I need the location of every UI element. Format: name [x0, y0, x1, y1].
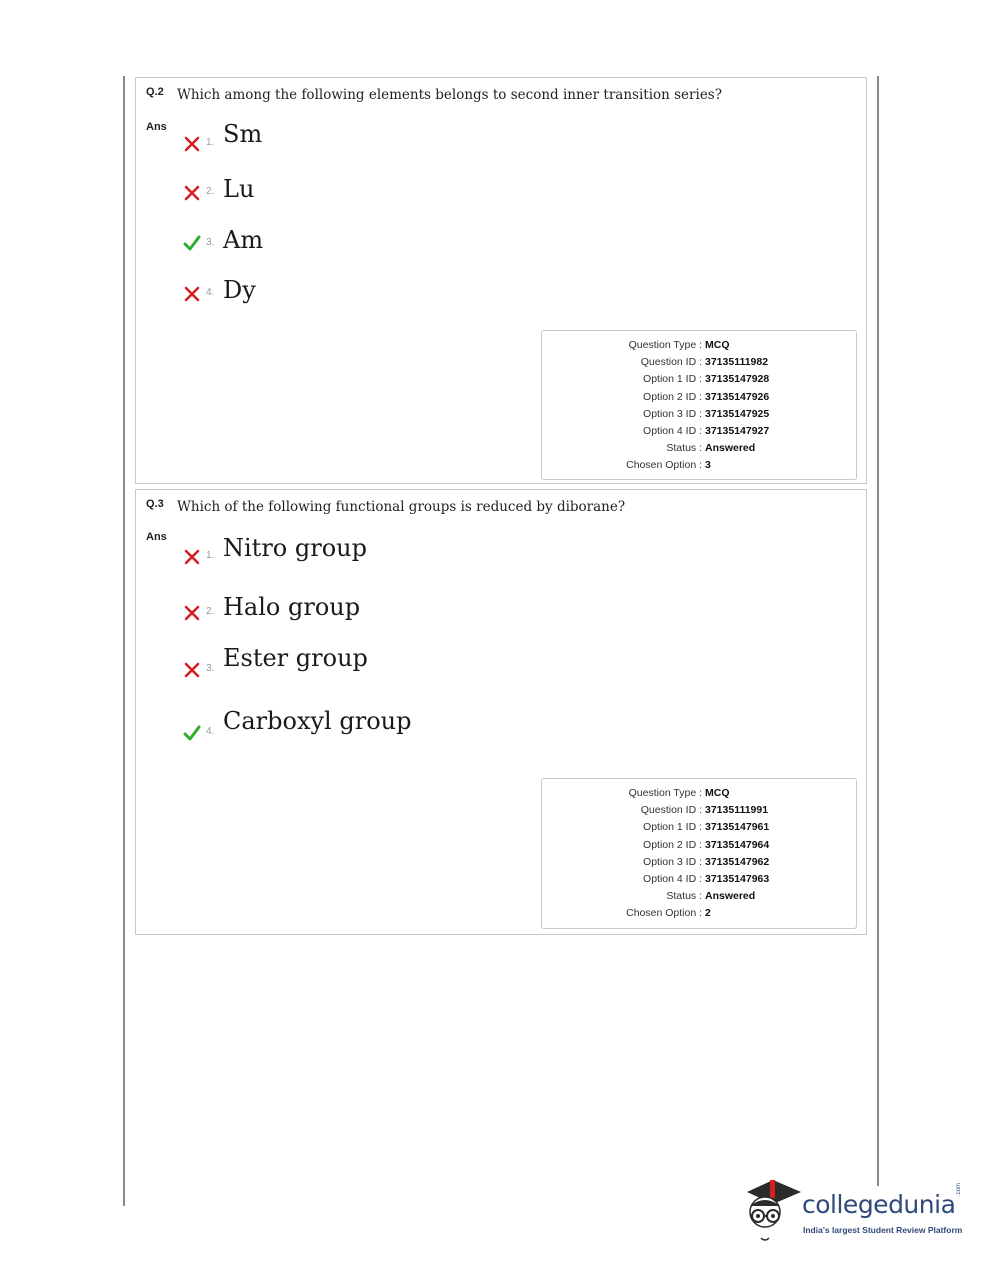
option-number: 3. — [206, 663, 215, 674]
cross-icon — [183, 661, 201, 679]
question-info-box — [541, 330, 857, 480]
question-id-value: 37135111991 — [705, 804, 769, 817]
option-text: Lu — [223, 175, 255, 203]
option-text: Nitro group — [223, 534, 367, 562]
option-2-id-value: 37135147926 — [705, 390, 770, 403]
question-block-q2 — [135, 77, 867, 484]
question-id-value: 37135111982 — [705, 356, 769, 369]
option-text: Carboxyl group — [223, 707, 412, 735]
question-text: Which of the following functional groups is reduced by diborane? — [177, 499, 626, 515]
option-number: 1. — [206, 550, 215, 561]
info-label: Question Type : — [628, 787, 702, 799]
option-4-id-value: 37135147927 — [705, 424, 770, 437]
option-number: 1. — [206, 137, 215, 148]
info-label: Option 3 ID : — [643, 855, 702, 868]
option-text: Am — [223, 226, 264, 254]
option-text: Dy — [223, 276, 256, 304]
option-4-id-value: 37135147963 — [705, 872, 770, 885]
check-icon — [183, 234, 201, 252]
check-icon — [183, 724, 201, 742]
info-label: Question Type : — [628, 339, 702, 351]
info-label: Option 4 ID : — [643, 872, 702, 885]
brand-tagline: India's largest Student Review Platform — [803, 1225, 963, 1235]
chosen-option-value: 3 — [705, 459, 711, 472]
answer-label: Ans — [146, 121, 167, 133]
info-label: Option 2 ID : — [643, 390, 702, 403]
brand-dotcom: .com — [956, 1182, 962, 1196]
option-1-id-value: 37135147928 — [705, 373, 770, 386]
info-label: Question ID : — [640, 804, 702, 817]
mascot-icon — [743, 1176, 803, 1246]
info-label: Chosen Option : — [626, 907, 702, 920]
info-label: Option 2 ID : — [643, 838, 702, 851]
question-block-q3 — [135, 489, 867, 935]
option-number: 4. — [206, 287, 215, 298]
status-value: Answered — [705, 442, 756, 455]
brand-name: collegedunia — [802, 1190, 956, 1219]
info-label: Option 1 ID : — [643, 373, 702, 386]
answer-label: Ans — [146, 531, 167, 543]
question-info-box — [541, 778, 857, 929]
option-text: Ester group — [223, 644, 368, 672]
question-number: Q.2 — [146, 86, 164, 98]
option-3-id-value: 37135147925 — [705, 407, 770, 420]
info-label: Question ID : — [640, 356, 702, 369]
collegedunia-logo — [743, 1176, 973, 1246]
option-text: Halo group — [223, 593, 361, 621]
cross-icon — [183, 135, 201, 153]
cross-icon — [183, 184, 201, 202]
info-label: Option 1 ID : — [643, 821, 702, 834]
page-frame-right — [877, 76, 879, 1186]
option-1-id-value: 37135147961 — [705, 821, 770, 834]
option-number: 2. — [206, 186, 215, 197]
info-label: Option 4 ID : — [643, 424, 702, 437]
question-type-value: MCQ — [705, 787, 730, 799]
info-label: Chosen Option : — [626, 459, 702, 472]
option-3-id-value: 37135147962 — [705, 855, 770, 868]
question-text: Which among the following elements belongs to second inner transition series? — [177, 87, 722, 103]
cross-icon — [183, 285, 201, 303]
info-label: Option 3 ID : — [643, 407, 702, 420]
chosen-option-value: 2 — [705, 907, 711, 920]
option-text: Sm — [223, 120, 263, 148]
option-2-id-value: 37135147964 — [705, 838, 770, 851]
info-label: Status : — [666, 442, 702, 455]
page-frame-left — [123, 76, 125, 1206]
cross-icon — [183, 548, 201, 566]
question-number: Q.3 — [146, 498, 164, 510]
status-value: Answered — [705, 890, 756, 903]
info-label: Status : — [666, 890, 702, 903]
option-number: 3. — [206, 237, 215, 248]
option-number: 4. — [206, 726, 215, 737]
option-number: 2. — [206, 606, 215, 617]
cross-icon — [183, 604, 201, 622]
question-type-value: MCQ — [705, 339, 730, 351]
